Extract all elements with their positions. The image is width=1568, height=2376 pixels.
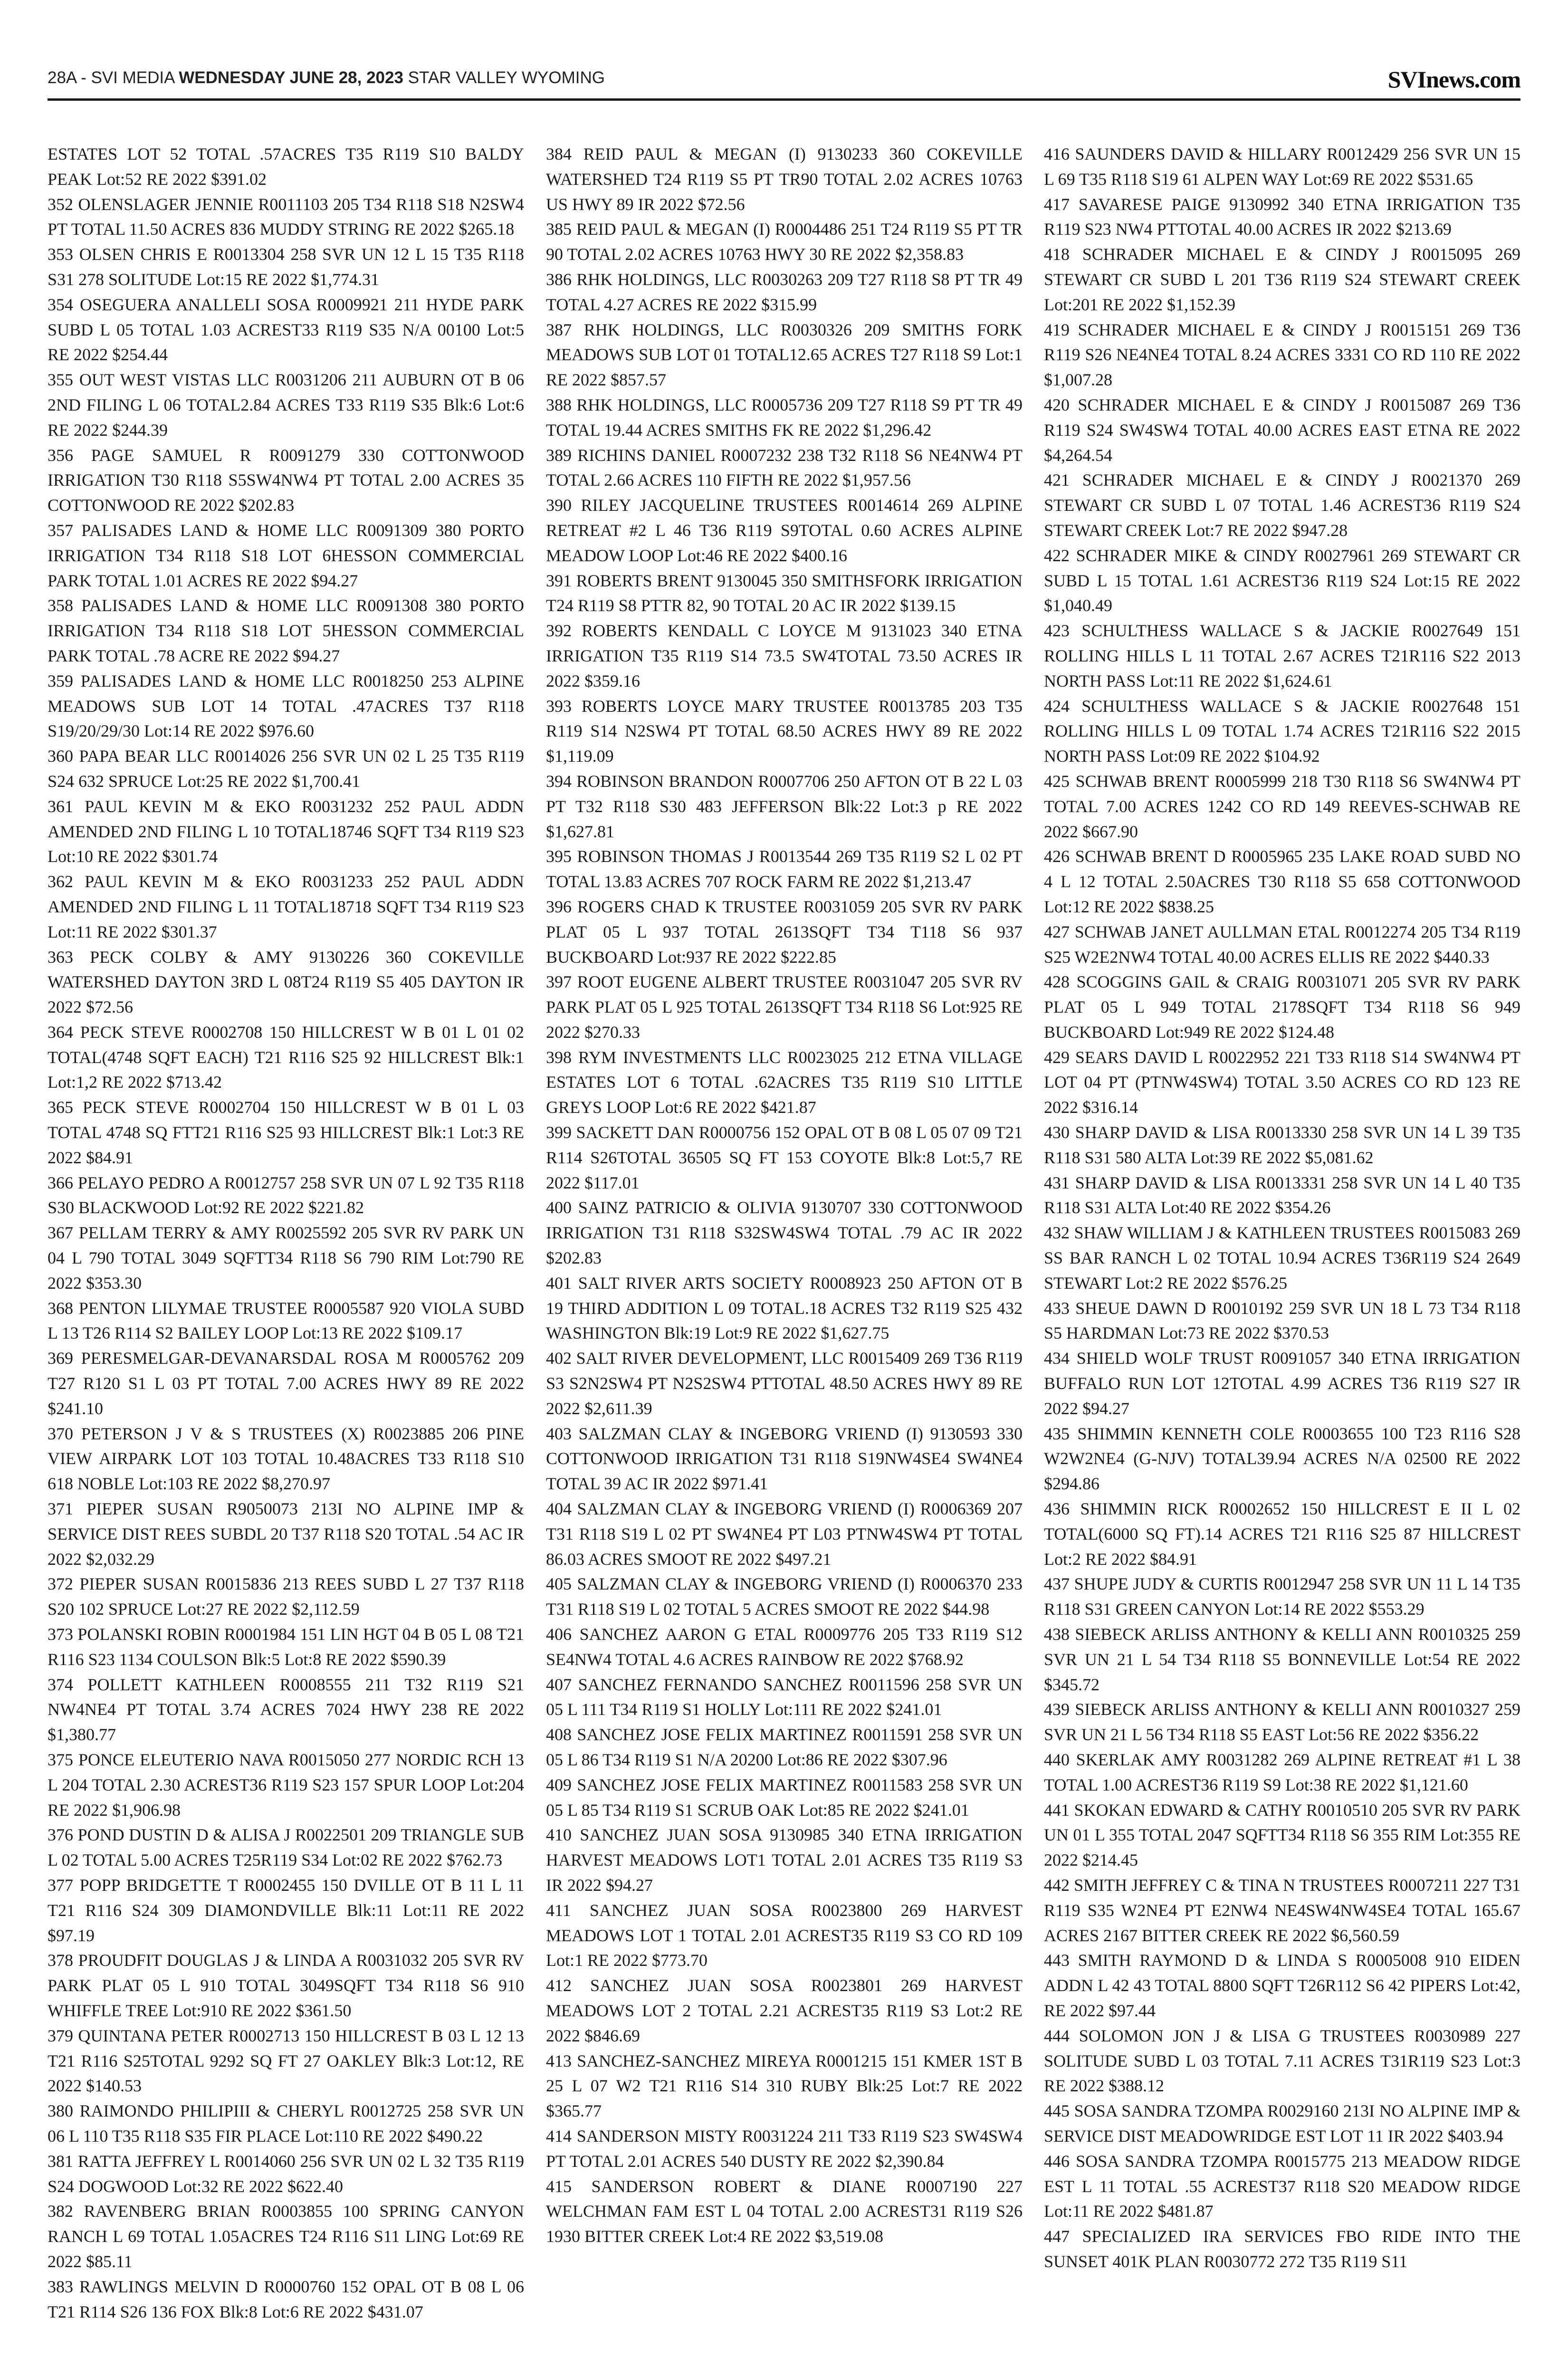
tax-listing-entry: 413 SANCHEZ-SANCHEZ MIREYA R0001215 151 KMER 1ST B 25 L 07 W2 T21 R116 S14 310 RUBY Blk:25 Lot:7 RE 2022 $365.77	[546, 2051, 1023, 2121]
tax-listing-entry: 393 ROBERTS LOYCE MARY TRUSTEE R0013785 203 T35 R119 S14 N2SW4 PT TOTAL 68.50 ACRES HWY 89 RE 2022 $1,119.09	[546, 696, 1023, 766]
tax-listing-entry: 403 SALZMAN CLAY & INGEBORG VRIEND (I) 9130593 330 COTTONWOOD IRRIGATION T31 R118 S19NW4SE4 SW4NE4 TOTAL 39 AC IR 2022 $971.41	[546, 1424, 1023, 1494]
tax-listing-entry: 435 SHIMMIN KENNETH COLE R0003655 100 T23 R116 S28 W2W2NE4 (G-NJV) TOTAL39.94 ACRES N/A 02500 RE 2022 $294.86	[1044, 1424, 1520, 1494]
tax-listing-entry: 408 SANCHEZ JOSE FELIX MARTINEZ R0011591 258 SVR UN 05 L 86 T34 R119 S1 N/A 20200 Lot:86 RE 2022 $307.96	[546, 1725, 1023, 1769]
column-3	[1044, 142, 1520, 2376]
tax-listing-entry: 400 SAINZ PATRICIO & OLIVIA 9130707 330 COTTONWOOD IRRIGATION T31 R118 S32SW4SW4 TOTAL .79 AC IR 2022 $202.83	[546, 1198, 1023, 1268]
tax-listing-entry: 410 SANCHEZ JUAN SOSA 9130985 340 ETNA IRRIGATION HARVEST MEADOWS LOT1 TOTAL 2.01 ACRES T35 R119 S3 IR 2022 $94.27	[546, 1825, 1023, 1895]
tax-listing-entry: 395 ROBINSON THOMAS J R0013544 269 T35 R119 S2 L 02 PT TOTAL 13.83 ACRES 707 ROCK FARM RE 2022 $1,213.47	[546, 847, 1023, 891]
tax-listing-entry: 434 SHIELD WOLF TRUST R0091057 340 ETNA IRRIGATION BUFFALO RUN LOT 12TOTAL 4.99 ACRES T36 R119 S27 IR 2022 $94.27	[1044, 1349, 1520, 1418]
tax-listing-entry: 440 SKERLAK AMY R0031282 269 ALPINE RETREAT #1 L 38 TOTAL 1.00 ACREST36 R119 S9 Lot:38 RE 2022 $1,121.60	[1044, 1750, 1520, 1794]
tax-listing-entry: 389 RICHINS DANIEL R0007232 238 T32 R118 S6 NE4NW4 PT TOTAL 2.66 ACRES 110 FIFTH RE 2022 $1,957.56	[546, 445, 1023, 490]
tax-listing-entry: 368 PENTON LILYMAE TRUSTEE R0005587 920 VIOLA SUBD L 13 T26 R114 S2 BAILEY LOOP Lot:13 RE 2022 $109.17	[48, 1298, 524, 1343]
tax-listing-entry: 359 PALISADES LAND & HOME LLC R0018250 253 ALPINE MEADOWS SUB LOT 14 TOTAL .47ACRES T37 R118 S19/20/29/30 Lot:14 RE 2022 $976.60	[48, 671, 524, 741]
tax-listing-entry: ESTATES LOT 52 TOTAL .57ACRES T35 R119 S10 BALDY PEAK Lot:52 RE 2022 $391.02	[48, 144, 524, 189]
tax-listing-entry: 406 SANCHEZ AARON G ETAL R0009776 205 T33 R119 S12 SE4NW4 TOTAL 4.6 ACRES RAINBOW RE 2022 $768.92	[546, 1625, 1023, 1669]
tax-listing-entry: 424 SCHULTHESS WALLACE S & JACKIE R0027648 151 ROLLING HILLS L 09 TOTAL 1.74 ACRES T21R116 S22 2015 NORTH PASS Lot:09 RE 2022 $104.92	[1044, 696, 1520, 766]
tax-listing-entry: 360 PAPA BEAR LLC R0014026 256 SVR UN 02 L 25 T35 R119 S24 632 SPRUCE Lot:25 RE 2022 $1,700.41	[48, 747, 524, 791]
tax-listing-entry: 443 SMITH RAYMOND D & LINDA S R0005008 910 EIDEN ADDN L 42 43 TOTAL 8800 SQFT T26R112 S6 42 PIPERS Lot:42, RE 2022 $97.44	[1044, 1951, 1520, 2020]
tax-listing-entry: 446 SOSA SANDRA TZOMPA R0015775 213 MEADOW RIDGE EST L 11 TOTAL .55 ACREST37 R118 S20 MEADOW RIDGE Lot:11 RE 2022 $481.87	[1044, 2151, 1520, 2221]
issue-date: WEDNESDAY JUNE 28, 2023	[179, 68, 403, 87]
tax-listing-entry: 425 SCHWAB BRENT R0005999 218 T30 R118 S6 SW4NW4 PT TOTAL 7.00 ACRES 1242 CO RD 149 REEVES-SCHWAB RE 2022 $667.90	[1044, 771, 1520, 841]
column-1	[48, 142, 524, 2376]
tax-listing-entry: 385 REID PAUL & MEGAN (I) R0004486 251 T24 R119 S5 PT TR 90 TOTAL 2.02 ACRES 10763 HWY 30 RE 2022 $2,358.83	[546, 220, 1023, 264]
tax-listing-entry: 402 SALT RIVER DEVELOPMENT, LLC R0015409 269 T36 R119 S3 S2N2SW4 PT N2S2SW4 PTTOTAL 48.50 ACRES HWY 89 RE 2022 $2,611.39	[546, 1349, 1023, 1418]
tax-listing-entry: 372 PIEPER SUSAN R0015836 213 REES SUBD L 27 T37 R118 S20 102 SPRUCE Lot:27 RE 2022 $2,112.59	[48, 1574, 524, 1619]
tax-listing-entry: 436 SHIMMIN RICK R0002652 150 HILLCREST E II L 02 TOTAL(6000 SQ FT).14 ACRES T21 R116 S25 87 HILLCREST Lot:2 RE 2022 $84.91	[1044, 1499, 1520, 1569]
tax-listing-entry: 437 SHUPE JUDY & CURTIS R0012947 258 SVR UN 11 L 14 T35 R118 S31 GREEN CANYON Lot:14 RE 2022 $553.29	[1044, 1574, 1520, 1619]
tax-listing-entry: 407 SANCHEZ FERNANDO SANCHEZ R0011596 258 SVR UN 05 L 111 T34 R119 S1 HOLLY Lot:111 RE 2022 $241.01	[546, 1675, 1023, 1719]
tax-listing-entry: 396 ROGERS CHAD K TRUSTEE R0031059 205 SVR RV PARK PLAT 05 L 937 TOTAL 2613SQFT T34 T118 S6 937 BUCKBOARD Lot:937 RE 2022 $222.85	[546, 897, 1023, 967]
tax-listing-entry: 387 RHK HOLDINGS, LLC R0030326 209 SMITHS FORK MEADOWS SUB LOT 01 TOTAL12.65 ACRES T27 R118 S9 Lot:1 RE 2022 $857.57	[546, 320, 1023, 390]
tax-listing-entry: 379 QUINTANA PETER R0002713 150 HILLCREST B 03 L 12 13 T21 R116 S25TOTAL 9292 SQ FT 27 OAKLEY Blk:3 Lot:12, RE 2022 $140.53	[48, 2026, 524, 2096]
tax-listing-entry: 375 PONCE ELEUTERIO NAVA R0015050 277 NORDIC RCH 13 L 204 TOTAL 2.30 ACREST36 R119 S23 157 SPUR LOOP Lot:204 RE 2022 $1,906.98	[48, 1750, 524, 1820]
tax-listing-entry: 381 RATTA JEFFREY L R0014060 256 SVR UN 02 L 32 T35 R119 S24 DOGWOOD Lot:32 RE 2022 $622.40	[48, 2151, 524, 2196]
folio-line	[48, 68, 605, 87]
tax-listing-entry: 427 SCHWAB JANET AULLMAN ETAL R0012274 205 T34 R119 S25 W2E2NW4 TOTAL 40.00 ACRES ELLIS RE 2022 $440.33	[1044, 922, 1520, 967]
tax-listing-entry: 433 SHEUE DAWN D R0010192 259 SVR UN 18 L 73 T34 R118 S5 HARDMAN Lot:73 RE 2022 $370.53	[1044, 1298, 1520, 1343]
tax-listing-entry: 352 OLENSLAGER JENNIE R0011103 205 T34 R118 S18 N2SW4 PT TOTAL 11.50 ACRES 836 MUDDY STRING RE 2022 $265.18	[48, 194, 524, 239]
tax-listing-entry: 376 POND DUSTIN D & ALISA J R0022501 209 TRIANGLE SUB L 02 TOTAL 5.00 ACRES T25R119 S34 Lot:02 RE 2022 $762.73	[48, 1825, 524, 1870]
tax-listing-entry: 415 SANDERSON ROBERT & DIANE R0007190 227 WELCHMAN FAM EST L 04 TOTAL 2.00 ACREST31 R119 S26 1930 BITTER CREEK Lot:4 RE 2022 $3,519.08	[546, 2176, 1023, 2246]
tax-listing-entry: 418 SCHRADER MICHAEL E & CINDY J R0015095 269 STEWART CR SUBD L 201 T36 R119 S24 STEWART CREEK Lot:201 RE 2022 $1,152.39	[1044, 245, 1520, 314]
page-header	[48, 66, 1520, 94]
header-rule	[48, 98, 1520, 101]
tax-listing-entry: 388 RHK HOLDINGS, LLC R0005736 209 T27 R118 S9 PT TR 49 TOTAL 19.44 ACRES SMITHS FK RE 2022 $1,296.42	[546, 395, 1023, 440]
tax-listing-entry: 444 SOLOMON JON J & LISA G TRUSTEES R0030989 227 SOLITUDE SUBD L 03 TOTAL 7.11 ACRES T31R119 S23 Lot:3 RE 2022 $388.12	[1044, 2026, 1520, 2096]
tax-listing-entry: 390 RILEY JACQUELINE TRUSTEES R0014614 269 ALPINE RETREAT #2 L 46 T36 R119 S9TOTAL 0.60 ACRES ALPINE MEADOW LOOP Lot:46 RE 2022 $400.16	[546, 496, 1023, 565]
tax-listing-entry: 417 SAVARESE PAIGE 9130992 340 ETNA IRRIGATION T35 R119 S23 NW4 PTTOTAL 40.00 ACRES IR 2022 $213.69	[1044, 194, 1520, 239]
tax-listing-entry: 422 SCHRADER MIKE & CINDY R0027961 269 STEWART CR SUBD L 15 TOTAL 1.61 ACREST36 R119 S24 Lot:15 RE 2022 $1,040.49	[1044, 546, 1520, 615]
tax-listing-entry: 394 ROBINSON BRANDON R0007706 250 AFTON OT B 22 L 03 PT T32 R118 S30 483 JEFFERSON Blk:22 Lot:3 p RE 2022 $1,627.81	[546, 771, 1023, 841]
tax-listing-entry: 355 OUT WEST VISTAS LLC R0031206 211 AUBURN OT B 06 2ND FILING L 06 TOTAL2.84 ACRES T33 R119 S35 Blk:6 Lot:6 RE 2022 $244.39	[48, 370, 524, 440]
tax-listing-entry: 358 PALISADES LAND & HOME LLC R0091308 380 PORTO IRRIGATION T34 R118 S18 LOT 5HESSON COMMERCIAL PARK TOTAL .78 ACRE RE 2022 $94.27	[48, 596, 524, 665]
tax-listing-entry: 371 PIEPER SUSAN R9050073 213I NO ALPINE IMP & SERVICE DIST REES SUBDL 20 T37 R118 S20 TOTAL .54 AC IR 2022 $2,032.29	[48, 1499, 524, 1569]
tax-listing-entry: 384 REID PAUL & MEGAN (I) 9130233 360 COKEVILLE WATERSHED T24 R119 S5 PT TR90 TOTAL 2.02 ACRES 10763 US HWY 89 IR 2022 $72.56	[546, 144, 1023, 214]
tax-listing-entry: 374 POLLETT KATHLEEN R0008555 211 T32 R119 S21 NW4NE4 PT TOTAL 3.74 ACRES 7024 HWY 238 RE 2022 $1,380.77	[48, 1675, 524, 1744]
tax-listing-entry: 378 PROUDFIT DOUGLAS J & LINDA A R0031032 205 SVR RV PARK PLAT 05 L 910 TOTAL 3049SQFT T34 R118 S6 910 WHIFFLE TREE Lot:910 RE 2022 $361.50	[48, 1951, 524, 2020]
tax-listing-entry: 447 SPECIALIZED IRA SERVICES FBO RIDE INTO THE SUNSET 401K PLAN R0030772 272 T35 R119 S11	[1044, 2227, 1520, 2271]
folio-prefix: 28A - SVI MEDIA	[48, 68, 179, 87]
tax-listing-entry: 363 PECK COLBY & AMY 9130226 360 COKEVILLE WATERSHED DAYTON 3RD L 08T24 R119 S5 405 DAYTON IR 2022 $72.56	[48, 947, 524, 1017]
tax-listing-entry: 380 RAIMONDO PHILIPIII & CHERYL R0012725 258 SVR UN 06 L 110 T35 R118 S35 FIR PLACE Lot:110 RE 2022 $490.22	[48, 2101, 524, 2146]
tax-listing-entry: 421 SCHRADER MICHAEL E & CINDY J R0021370 269 STEWART CR SUBD L 07 TOTAL 1.46 ACREST36 R119 S24 STEWART CREEK Lot:7 RE 2022 $947.28	[1044, 470, 1520, 540]
tax-listing-entry: 392 ROBERTS KENDALL C LOYCE M 9131023 340 ETNA IRRIGATION T35 R119 S14 73.5 SW4TOTAL 73.50 ACRES IR 2022 $359.16	[546, 621, 1023, 690]
tax-listing-entry: 432 SHAW WILLIAM J & KATHLEEN TRUSTEES R0015083 269 SS BAR RANCH L 02 TOTAL 10.94 ACRES T36R119 S24 2649 STEWART Lot:2 RE 2022 $576.25	[1044, 1223, 1520, 1293]
tax-listing-entry: 431 SHARP DAVID & LISA R0013331 258 SVR UN 14 L 40 T35 R118 S31 ALTA Lot:40 RE 2022 $354.26	[1044, 1173, 1520, 1217]
tax-listing-entry: 353 OLSEN CHRIS E R0013304 258 SVR UN 12 L 15 T35 R118 S31 278 SOLITUDE Lot:15 RE 2022 $1,774.31	[48, 245, 524, 289]
tax-listing-entry: 386 RHK HOLDINGS, LLC R0030263 209 T27 R118 S8 PT TR 49 TOTAL 4.27 ACRES RE 2022 $315.99	[546, 269, 1023, 314]
tax-listing-entry: 419 SCHRADER MICHAEL E & CINDY J R0015151 269 T36 R119 S26 NE4NE4 TOTAL 8.24 ACRES 3331 CO RD 110 RE 2022 $1,007.28	[1044, 320, 1520, 390]
tax-listing-entry: 414 SANDERSON MISTY R0031224 211 T33 R119 S23 SW4SW4 PT TOTAL 2.01 ACRES 540 DUSTY RE 2022 $2,390.84	[546, 2126, 1023, 2171]
tax-listing-entry: 367 PELLAM TERRY & AMY R0025592 205 SVR RV PARK UN 04 L 790 TOTAL 3049 SQFTT34 R118 S6 790 RIM Lot:790 RE 2022 $353.30	[48, 1223, 524, 1293]
tax-listing-entry: 428 SCOGGINS GAIL & CRAIG R0031071 205 SVR RV PARK PLAT 05 L 949 TOTAL 2178SQFT T34 R118 S6 949 BUCKBOARD Lot:949 RE 2022 $124.48	[1044, 972, 1520, 1042]
tax-listing-entry: 364 PECK STEVE R0002708 150 HILLCREST W B 01 L 01 02 TOTAL(4748 SQFT EACH) T21 R116 S25 92 HILLCREST Blk:1 Lot:1,2 RE 2022 $713.42	[48, 1022, 524, 1092]
tax-listing-entry: 369 PERESMELGAR-DEVANARSDAL ROSA M R0005762 209 T27 R120 S1 L 03 PT TOTAL 7.00 ACRES HWY 89 RE 2022 $241.10	[48, 1349, 524, 1418]
tax-listing-entry: 365 PECK STEVE R0002704 150 HILLCREST W B 01 L 03 TOTAL 4748 SQ FTT21 R116 S25 93 HILLCREST Blk:1 Lot:3 RE 2022 $84.91	[48, 1098, 524, 1167]
tax-listing-entry: 404 SALZMAN CLAY & INGEBORG VRIEND (I) R0006369 207 T31 R118 S19 L 02 PT SW4NE4 PT L03 PTNW4SW4 PT TOTAL 86.03 ACRES SMOOT RE 2022 $497.21	[546, 1499, 1023, 1569]
tax-listing-entry: 370 PETERSON J V & S TRUSTEES (X) R0023885 206 PINE VIEW AIRPARK LOT 103 TOTAL 10.48ACRES T33 R118 S10 618 NOBLE Lot:103 RE 2022 $8,270.97	[48, 1424, 524, 1494]
tax-listing-entry: 438 SIEBECK ARLISS ANTHONY & KELLI ANN R0010325 259 SVR UN 21 L 54 T34 R118 S5 BONNEVILLE Lot:54 RE 2022 $345.72	[1044, 1625, 1520, 1694]
tax-listing-entry: 373 POLANSKI ROBIN R0001984 151 LIN HGT 04 B 05 L 08 T21 R116 S23 1134 COULSON Blk:5 Lot:8 RE 2022 $590.39	[48, 1625, 524, 1669]
tax-listing-entry: 399 SACKETT DAN R0000756 152 OPAL OT B 08 L 05 07 09 T21 R114 S26TOTAL 36505 SQ FT 153 COYOTE Blk:8 Lot:5,7 RE 2022 $117.01	[546, 1123, 1023, 1192]
tax-listing-entry: 441 SKOKAN EDWARD & CATHY R0010510 205 SVR RV PARK UN 01 L 355 TOTAL 2047 SQFTT34 R118 S6 355 RIM Lot:355 RE 2022 $214.45	[1044, 1800, 1520, 1870]
tax-listing-entry: 382 RAVENBERG BRIAN R0003855 100 SPRING CANYON RANCH L 69 TOTAL 1.05ACRES T24 R116 S11 LING Lot:69 RE 2022 $85.11	[48, 2202, 524, 2271]
tax-listing-entry: 362 PAUL KEVIN M & EKO R0031233 252 PAUL ADDN AMENDED 2ND FILING L 11 TOTAL18718 SQFT T34 R119 S23 Lot:11 RE 2022 $301.37	[48, 872, 524, 941]
column-2	[546, 142, 1023, 2376]
tax-listing-entry: 366 PELAYO PEDRO A R0012757 258 SVR UN 07 L 92 T35 R118 S30 BLACKWOOD Lot:92 RE 2022 $221.82	[48, 1173, 524, 1217]
tax-listing-entry: 391 ROBERTS BRENT 9130045 350 SMITHSFORK IRRIGATION T24 R119 S8 PTTR 82, 90 TOTAL 20 AC IR 2022 $139.15	[546, 571, 1023, 615]
tax-listing-entry: 409 SANCHEZ JOSE FELIX MARTINEZ R0011583 258 SVR UN 05 L 85 T34 R119 S1 SCRUB OAK Lot:85 RE 2022 $241.01	[546, 1775, 1023, 1820]
tax-listing-entry: 357 PALISADES LAND & HOME LLC R0091309 380 PORTO IRRIGATION T34 R118 S18 LOT 6HESSON COMMERCIAL PARK TOTAL 1.01 ACRES RE 2022 $94.27	[48, 520, 524, 590]
tax-listing-entry: 356 PAGE SAMUEL R R0091279 330 COTTONWOOD IRRIGATION T30 R118 S5SW4NW4 PT TOTAL 2.00 ACRES 35 COTTONWOOD RE 2022 $202.83	[48, 445, 524, 515]
tax-listing-entry: 442 SMITH JEFFREY C & TINA N TRUSTEES R0007211 227 T31 R119 S35 W2NE4 PT E2NW4 NE4SW4NW4SE4 TOTAL 165.67 ACRES 2167 BITTER CREEK RE 2022 $6,560.59	[1044, 1875, 1520, 1945]
tax-listing-entry: 439 SIEBECK ARLISS ANTHONY & KELLI ANN R0010327 259 SVR UN 21 L 56 T34 R118 S5 EAST Lot:56 RE 2022 $356.22	[1044, 1700, 1520, 1744]
site-masthead: SVInews.com	[1387, 66, 1520, 93]
tax-listing-entry: 383 RAWLINGS MELVIN D R0000760 152 OPAL OT B 08 L 06 T21 R114 S26 136 FOX Blk:8 Lot:6 RE 2022 $431.07	[48, 2277, 524, 2321]
tax-listing-entry: 398 RYM INVESTMENTS LLC R0023025 212 ETNA VILLAGE ESTATES LOT 6 TOTAL .62ACRES T35 R119 S10 LITTLE GREYS LOOP Lot:6 RE 2022 $421.87	[546, 1047, 1023, 1117]
tax-listing-entry: 420 SCHRADER MICHAEL E & CINDY J R0015087 269 T36 R119 S24 SW4SW4 TOTAL 40.00 ACRES EAST ETNA RE 2022 $4,264.54	[1044, 395, 1520, 465]
tax-listing-entry: 412 SANCHEZ JUAN SOSA R0023801 269 HARVEST MEADOWS LOT 2 TOTAL 2.21 ACREST35 R119 S3 Lot:2 RE 2022 $846.69	[546, 1976, 1023, 2045]
tax-listing-entry: 411 SANCHEZ JUAN SOSA R0023800 269 HARVEST MEADOWS LOT 1 TOTAL 2.01 ACREST35 R119 S3 CO RD 109 Lot:1 RE 2022 $773.70	[546, 1900, 1023, 1970]
tax-listing-entry: 401 SALT RIVER ARTS SOCIETY R0008923 250 AFTON OT B 19 THIRD ADDITION L 09 TOTAL.18 ACRES T32 R119 S25 432 WASHINGTON Blk:19 Lot:9 RE 2022 $1,627.75	[546, 1273, 1023, 1343]
tax-listing-entry: 397 ROOT EUGENE ALBERT TRUSTEE R0031047 205 SVR RV PARK PLAT 05 L 925 TOTAL 2613SQFT T34 R118 S6 Lot:925 RE 2022 $270.33	[546, 972, 1023, 1042]
tax-listing-entry: 430 SHARP DAVID & LISA R0013330 258 SVR UN 14 L 39 T35 R118 S31 580 ALTA Lot:39 RE 2022 $5,081.62	[1044, 1123, 1520, 1167]
tax-listing-entry: 426 SCHWAB BRENT D R0005965 235 LAKE ROAD SUBD NO 4 L 12 TOTAL 2.50ACRES T30 R118 S5 658 COTTONWOOD Lot:12 RE 2022 $838.25	[1044, 847, 1520, 916]
tax-listing-entry: 405 SALZMAN CLAY & INGEBORG VRIEND (I) R0006370 233 T31 R118 S19 L 02 TOTAL 5 ACRES SMOOT RE 2022 $44.98	[546, 1574, 1023, 1619]
tax-listing-entry: 423 SCHULTHESS WALLACE S & JACKIE R0027649 151 ROLLING HILLS L 11 TOTAL 2.67 ACRES T21R116 S22 2013 NORTH PASS Lot:11 RE 2022 $1,624.61	[1044, 621, 1520, 690]
tax-listing-entry: 361 PAUL KEVIN M & EKO R0031232 252 PAUL ADDN AMENDED 2ND FILING L 10 TOTAL18746 SQFT T34 R119 S23 Lot:10 RE 2022 $301.74	[48, 796, 524, 866]
tax-listing-entry: 377 POPP BRIDGETTE T R0002455 150 DVILLE OT B 11 L 11 T21 R116 S24 309 DIAMONDVILLE Blk:11 Lot:11 RE 2022 $97.19	[48, 1875, 524, 1945]
tax-listing-entry: 445 SOSA SANDRA TZOMPA R0029160 213I NO ALPINE IMP & SERVICE DIST MEADOWRIDGE EST LOT 11 IR 2022 $403.94	[1044, 2101, 1520, 2146]
issue-location: STAR VALLEY WYOMING	[403, 68, 605, 87]
tax-listing-entry: 429 SEARS DAVID L R0022952 221 T33 R118 S14 SW4NW4 PT LOT 04 PT (PTNW4SW4) TOTAL 3.50 ACRES CO RD 123 RE 2022 $316.14	[1044, 1047, 1520, 1117]
tax-listing-entry: 416 SAUNDERS DAVID & HILLARY R0012429 256 SVR UN 15 L 69 T35 R118 S19 61 ALPEN WAY Lot:69 RE 2022 $531.65	[1044, 144, 1520, 189]
tax-listing-entry: 354 OSEGUERA ANALLELI SOSA R0009921 211 HYDE PARK SUBD L 05 TOTAL 1.03 ACREST33 R119 S35 N/A 00100 Lot:5 RE 2022 $254.44	[48, 295, 524, 364]
